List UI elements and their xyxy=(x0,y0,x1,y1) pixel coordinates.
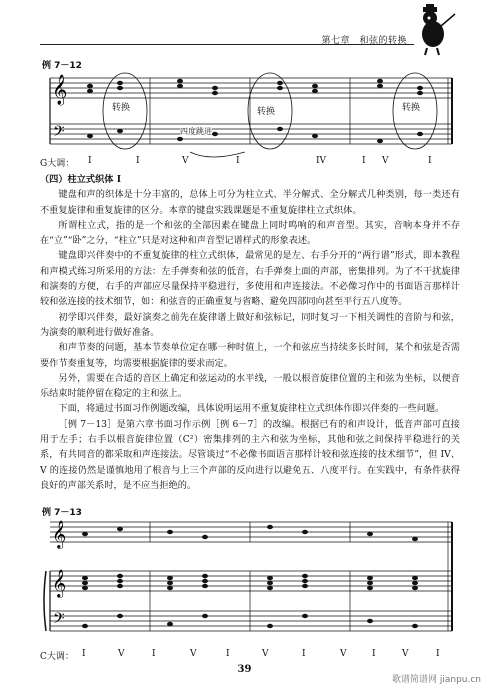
roman-numeral: V xyxy=(118,649,125,659)
key-label-g-major: G大调： xyxy=(40,159,75,169)
roman-numeral: I xyxy=(436,649,440,659)
paragraph: 键盘即兴伴奏中的不重复旋律的柱立式织体，最常见的是左、右手分开的“两行谱”形式，即本教程和声模式练习所采用的方法：左手弹奏和弦的低音，右手弹奏上面的声部，密集排列。为了不干扰旋律和演奏的方便，右手的声部应尽量保持平稳进行，多使用和声连接法。不必像习作中的书面语言那样计较和弦连接的技术细节，如：和弦音的正确重复与省略、避免四部同向甚至平行五八度等。 xyxy=(40,250,460,308)
bass-clef-icon: 𝄢 xyxy=(53,610,65,631)
treble-clef-icon: 𝄞 xyxy=(52,569,67,597)
paragraph: ［例 7－13］是第六章书面习作示例［例 6－7］的改编。根据已有的和声设计，低音声部可直接用于左手；右手以根音旋律位置（C²）密集排列的主六和弦为坐标，其他和弦之间保持平稳进行的关系，有共同音的都采取和声连接法。尽管谈过“不必像书面语言那样计较和弦连接的技术细节”，但 IV、V 的连接仍然是谨慎地用了根音与上三个声部的反向进行以避免五、八度平行。在实践中，有条件获得良好的声部关系时，是不应当拒绝的。 xyxy=(40,418,460,491)
roman-numeral: I xyxy=(236,156,240,166)
annotation-1: 转换 xyxy=(112,100,130,113)
roman-numeral: I xyxy=(302,649,306,659)
conductor-mascot-icon xyxy=(413,4,459,56)
watermark: 歌谱简谱网 jianpu.cn xyxy=(391,675,481,685)
treble-clef-icon: 𝄞 xyxy=(52,520,67,548)
roman-numeral: I xyxy=(362,156,366,166)
section-title: （四）柱立式织体 I xyxy=(40,174,121,185)
roman-numeral: I xyxy=(226,649,230,659)
roman-numeral: V xyxy=(262,649,269,659)
roman-numeral: IV xyxy=(316,156,327,166)
treble-clef-icon: 𝄞 xyxy=(52,75,68,105)
page-header xyxy=(0,0,489,50)
paragraph: 初学即兴伴奏，最好演奏之前先在旋律谱上做好和弦标记，同时复习一下相关调性的音阶与和弦，为演奏的顺利进行做好准备。 xyxy=(40,311,460,338)
key-label-c-major: C大调： xyxy=(40,652,74,662)
grand-staff xyxy=(40,66,460,166)
paragraph: 所谓柱立式，指的是一个和弦的全部因素在键盘上同时鸣响的和声音型。其实，音响本身并不存在“立”“卧”之分，“柱立”只是对这种和声音型记谱样式的形象表述。 xyxy=(40,219,460,247)
example-7-12-label: 例 7－12 xyxy=(42,61,82,71)
harmony-line-7-13 xyxy=(40,649,460,663)
paragraph: 和声节奏的问题，基本节奏单位定在哪一种时值上，一个和弦应当持续多长时间，某个和弦是否需要作节奏重复等，均需要根据旋律的要求而定。 xyxy=(40,342,460,369)
roman-numeral: V xyxy=(382,156,389,166)
bass-leap-label: 四度跳进 xyxy=(180,127,212,136)
annotation-2: 转换 xyxy=(257,104,275,117)
annotation-3: 转换 xyxy=(402,100,420,113)
paragraph: 键盘和声的织体是十分丰富的，总体上可分为柱立式、半分解式、全分解式几种类别，每一类还有不重复旋律和重复旋律的区分。本章的键盘实践课题是不重复旋律柱立式织体。 xyxy=(40,189,460,216)
grand-staff-piano xyxy=(40,516,460,646)
roman-numeral: V xyxy=(340,649,347,659)
roman-numeral: I xyxy=(136,156,140,166)
roman-numeral: V xyxy=(190,649,197,659)
example-7-13-label: 例 7－13 xyxy=(42,508,82,518)
roman-numeral: V xyxy=(182,156,189,166)
paragraph: 另外，需要在合适的音区上确定和弦运动的水平线，一般以根音旋律位置的主和弦为坐标，以便音乐结束时能停留在稳定的主和弦上。 xyxy=(40,372,460,400)
page-number: 39 xyxy=(237,664,252,675)
score-example-7-13 xyxy=(40,516,460,646)
piano-brace xyxy=(44,571,46,631)
chapter-title: 第七章 和弦的转换 xyxy=(321,36,407,46)
roman-numeral: I xyxy=(152,649,156,659)
bass-clef-icon: 𝄢 xyxy=(53,123,65,144)
paragraph: 下面，将通过书面习作例题改编，具体说明运用不重复旋律柱立式织体作即兴伴奏的一些问题。 xyxy=(58,403,445,415)
roman-numeral: I xyxy=(82,649,86,659)
body-text xyxy=(40,172,460,493)
score-example-7-12 xyxy=(40,66,460,166)
harmony-line-7-12 xyxy=(40,156,460,170)
roman-numeral: I xyxy=(372,649,376,659)
roman-numeral: I xyxy=(88,156,92,166)
roman-numeral: I xyxy=(428,156,432,166)
roman-numeral: V xyxy=(402,649,409,659)
